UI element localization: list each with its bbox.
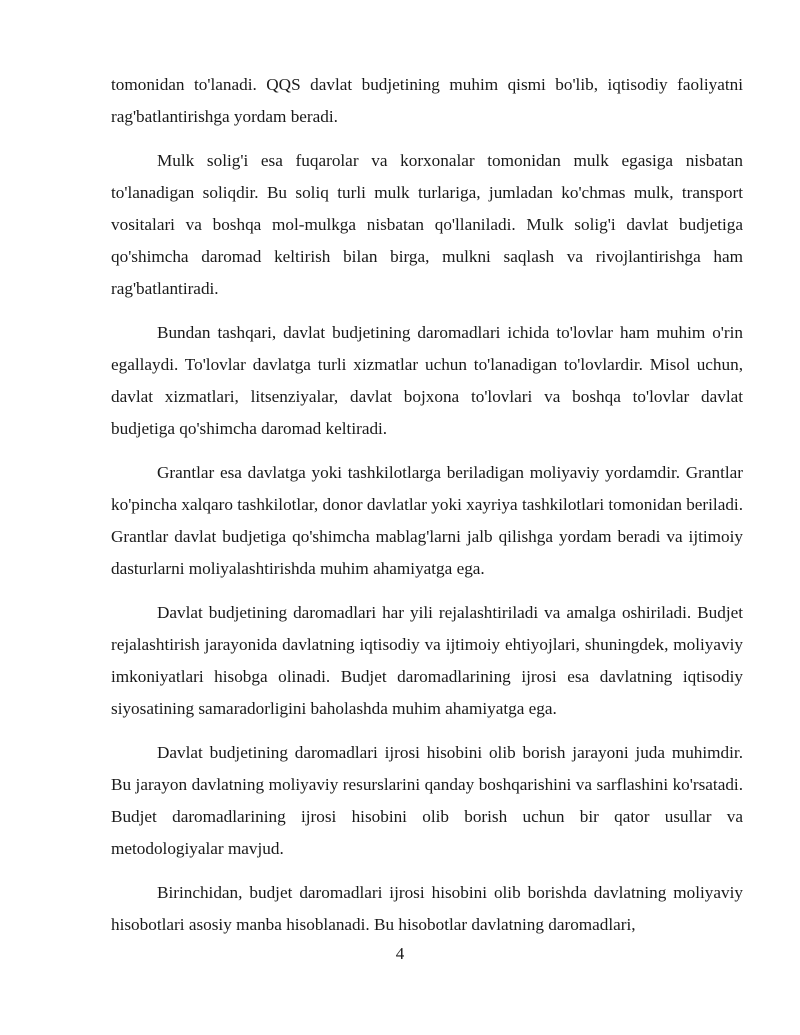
page-body bbox=[111, 69, 743, 953]
paragraph-continuation: tomonidan to'lanadi. QQS davlat budjetining muhim qismi bo'lib, iqtisodiy faoliyatni rag'batlantirishga yordam beradi. bbox=[111, 75, 743, 126]
paragraph-revenue-accounting: Davlat budjetining daromadlari ijrosi hisobini olib borish jarayoni juda muhimdir. Bu jarayon davlatning moliyaviy resurslarini qanday boshqarishini va sarflashini ko'rsatadi. Budjet daromadlarining ijrosi hisobini olib borish uchun bir qator usullar va metodologiyalar mavjud. bbox=[111, 743, 743, 858]
paragraph-grants: Grantlar esa davlatga yoki tashkilotlarga beriladigan moliyaviy yordamdir. Grantlar ko'pincha xalqaro tashkilotlar, donor davlatlar yoki xayriya tashkilotlari tomonidan beriladi. Grantlar davlat budjetiga qo'shimcha mablag'larni jalb qilishga yordam beradi va ijtimoiy dasturlarni moliyalashtirishda muhim ahamiyatga ega. bbox=[111, 463, 743, 578]
paragraph-property-tax: Mulk solig'i esa fuqarolar va korxonalar tomonidan mulk egasiga nisbatan to'lanadigan soliqdir. Bu soliq turli mulk turlariga, jumladan ko'chmas mulk, transport vositalari va boshqa mol-mulkga nisbatan qo'llaniladi. Mulk solig'i davlat budjetiga qo'shimcha daromad keltirish bilan birga, mulkni saqlash va rivojlantirishga ham rag'batlantiradi. bbox=[111, 151, 743, 298]
paragraph-first-method: Birinchidan, budjet daromadlari ijrosi hisobini olib borishda davlatning moliyaviy hisobotlari asosiy manba hisoblanadi. Bu hisobotlar davlatning daromadlari, bbox=[111, 883, 743, 934]
page-number: 4 bbox=[395, 944, 405, 963]
paragraph-budget-planning: Davlat budjetining daromadlari har yili rejalashtiriladi va amalga oshiriladi. Budjet rejalashtirish jarayonida davlatning iqtisodiy va ijtimoiy ehtiyojlari, shuningdek, moliyaviy imkoniyatlari hisobga olinadi. Budjet daromadlarining ijrosi esa davlatning iqtisodiy siyosatining samaradorligini baholashda muhim ahamiyatga ega. bbox=[111, 603, 743, 718]
paragraph-fees: Bundan tashqari, davlat budjetining daromadlari ichida to'lovlar ham muhim o'rin egallaydi. To'lovlar davlatga turli xizmatlar uchun to'lanadigan to'lovlardir. Misol uchun, davlat xizmatlari, litsenziyalar, davlat bojxona to'lovlari va boshqa to'lovlar davlat budjetiga qo'shimcha daromad keltiradi. bbox=[111, 323, 743, 438]
